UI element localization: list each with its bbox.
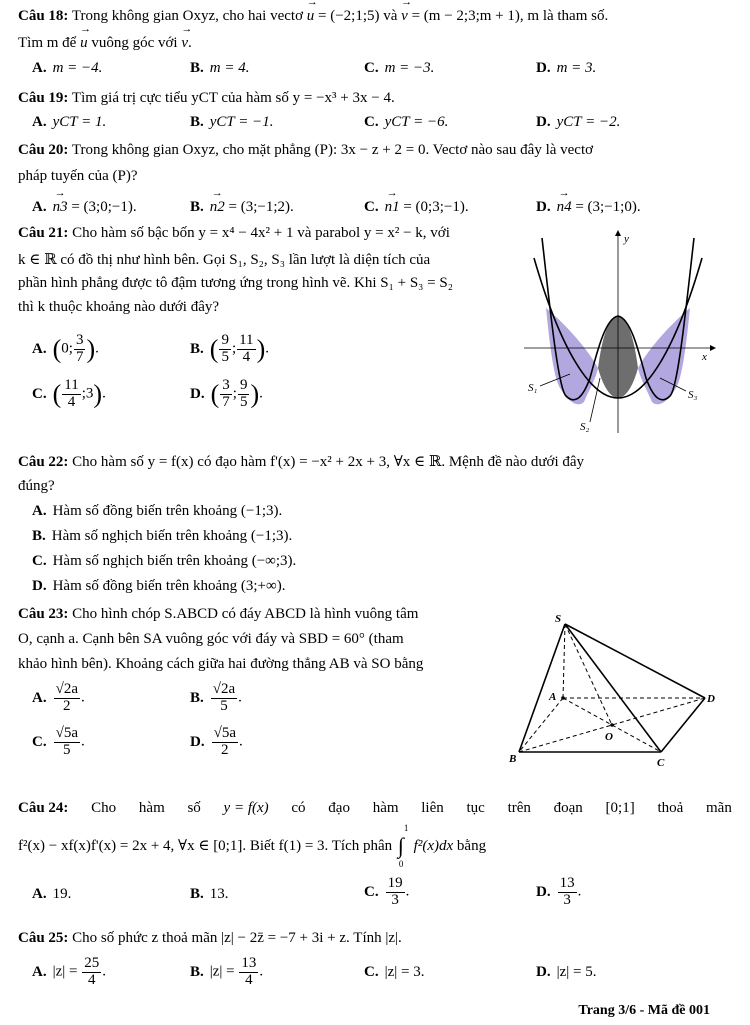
q24-w8: liên bbox=[421, 800, 444, 816]
q19-option-a-letter: A. bbox=[32, 114, 47, 130]
q21-option-a[interactable]: A. (0; $\frac{3}{7}$ ). bbox=[32, 332, 99, 365]
q23-text1: Cho hình chóp S.ABCD có đáy ABCD là hình vuông tâm bbox=[72, 606, 419, 622]
q21-option-b-letter: B. bbox=[190, 340, 204, 357]
q24-int-upper: 1 bbox=[403, 822, 409, 833]
q24-w12: [0;1] bbox=[605, 800, 635, 816]
q25-text: Cho số phức z thoả mãn |z| − 2z̄ = −7 + 3i + z. Tính |z|. bbox=[72, 930, 402, 946]
q24-option-b[interactable] bbox=[190, 886, 229, 903]
q24-w2: hàm bbox=[138, 800, 165, 816]
q18-line2 bbox=[18, 35, 732, 52]
q20-option-b-letter: B. bbox=[190, 199, 204, 215]
q20-option-a-letter: A. bbox=[32, 199, 47, 215]
q21-option-a-bn: 3 bbox=[75, 332, 84, 348]
q23-option-a-den: 2 bbox=[63, 697, 71, 714]
q19-option-b-text: yCT = −1. bbox=[209, 114, 274, 130]
q25-option-a-letter: A. bbox=[32, 963, 47, 980]
q18-option-b-letter: B. bbox=[190, 60, 204, 76]
q23-label-B: B bbox=[509, 753, 517, 765]
q23-text2: O, cạnh a. Cạnh bên SA vuông góc với đáy và SBD = 60° (tham bbox=[18, 631, 404, 647]
q25-option-a-pre: |z| = bbox=[52, 963, 82, 980]
q25-label: Câu 25: bbox=[18, 930, 69, 946]
q24-option-c-letter: C. bbox=[364, 883, 379, 900]
q23-label-D: D bbox=[707, 693, 715, 705]
q24-w11: đoạn bbox=[553, 800, 583, 816]
q22-option-a-text: Hàm số đồng biến trên khoảng (−1;3). bbox=[52, 503, 283, 519]
q23-option-a-letter: A. bbox=[32, 689, 47, 706]
q18-vec-u-val: = (−2;1;5) bbox=[314, 8, 380, 24]
q18-text1: Trong không gian Oxyz, cho hai vectơ bbox=[71, 8, 303, 24]
q24-w1: Cho bbox=[91, 800, 117, 816]
q18-vec-u-2: → u bbox=[80, 35, 88, 52]
q20-text1: Trong không gian Oxyz, cho mặt phẳng (P): 3x − z + 2 = 0. Vectơ nào sau đây là vectơ bbox=[71, 142, 594, 158]
q18-line2a: Tìm m để bbox=[18, 35, 77, 51]
q23-label-O: O bbox=[605, 731, 613, 743]
q21-text4: thì k thuộc khoảng nào dưới đây? bbox=[18, 299, 220, 315]
q22-text2: đúng? bbox=[18, 478, 55, 494]
q21-option-b-bd: 4 bbox=[242, 348, 251, 365]
q21-option-d-an: 3 bbox=[222, 377, 230, 393]
q23-label: Câu 23: bbox=[18, 606, 69, 622]
q21-option-b-an: 9 bbox=[221, 332, 229, 348]
q20-label: Câu 20: bbox=[18, 142, 69, 158]
q20-option-d-letter: D. bbox=[536, 199, 551, 215]
q21-option-c-b: 3 bbox=[85, 385, 94, 402]
q24-option-a-letter: A. bbox=[32, 886, 47, 902]
q20-option-b[interactable] bbox=[190, 199, 294, 216]
q23-option-b-den: 5 bbox=[220, 697, 228, 714]
q22-option-d-letter: D. bbox=[32, 578, 47, 594]
q20-option-a-text: = (3;0;−1). bbox=[67, 199, 137, 215]
q25-option-c-letter: C. bbox=[364, 964, 379, 980]
q18-option-a[interactable] bbox=[32, 60, 102, 77]
q19-option-d[interactable] bbox=[536, 114, 620, 131]
q23-line1 bbox=[18, 606, 490, 623]
q21-option-b-bn: 11 bbox=[239, 332, 254, 348]
q22-option-b-text: Hàm số nghịch biến trên khoảng (−1;3). bbox=[51, 528, 293, 544]
q21-option-a-bd: 7 bbox=[75, 348, 84, 365]
q24-option-a[interactable] bbox=[32, 886, 71, 903]
q24-w14: mãn bbox=[706, 800, 732, 816]
q24-w4: y = f(x) bbox=[223, 800, 269, 816]
q19-option-c-letter: C. bbox=[364, 114, 379, 130]
q23-option-b-letter: B. bbox=[190, 689, 204, 706]
q23-option-a-num: √2a bbox=[55, 681, 78, 697]
q25-option-c[interactable] bbox=[364, 964, 424, 981]
q24-line2 bbox=[18, 822, 732, 869]
q22-line1 bbox=[18, 452, 732, 471]
q18-label: Câu 18: bbox=[18, 8, 69, 24]
q24-w7: hàm bbox=[372, 800, 399, 816]
q18-option-c[interactable] bbox=[364, 60, 434, 77]
q19-option-d-text: yCT = −2. bbox=[556, 114, 621, 130]
q18-option-c-letter: C. bbox=[364, 60, 379, 76]
q25-option-d-letter: D. bbox=[536, 964, 551, 980]
q23-pyramid-figure bbox=[505, 612, 725, 772]
q23-option-d[interactable]: D. $\frac{√5a}{2}$ . bbox=[190, 725, 243, 758]
q25-option-b-num: 13 bbox=[241, 955, 257, 971]
q20-option-b-vec: → n2 bbox=[210, 199, 225, 216]
q23-option-c[interactable]: C. $\frac{√5a}{5}$ . bbox=[32, 725, 85, 758]
q18-vec-v: → v bbox=[401, 8, 408, 25]
q24-w5: có bbox=[291, 800, 306, 816]
q24-option-c[interactable]: C. $\frac{19}{3}$ . bbox=[364, 875, 410, 908]
q18-option-d-text: m = 3. bbox=[556, 60, 597, 76]
q18-and: và bbox=[379, 8, 402, 24]
q21-s1-label: S₁ bbox=[528, 382, 538, 394]
q24-option-d-den: 3 bbox=[563, 891, 571, 908]
q24-option-b-text: 13. bbox=[209, 886, 229, 902]
q20-option-b-text: = (3;−1;2). bbox=[224, 199, 294, 215]
q25-option-a-den: 4 bbox=[87, 971, 96, 988]
q22-option-d[interactable] bbox=[32, 578, 285, 595]
q24-w3: số bbox=[187, 800, 201, 816]
q24-option-a-text: 19. bbox=[52, 886, 72, 902]
q23-text3: khảo hình bên). Khoảng cách giữa hai đường thẳng AB và SO bằng bbox=[18, 656, 424, 672]
q24-option-b-letter: B. bbox=[190, 886, 204, 902]
q24-option-d-num: 13 bbox=[559, 875, 575, 891]
q25-option-c-text: |z| = 3. bbox=[384, 964, 425, 980]
q18-option-b[interactable] bbox=[190, 60, 249, 77]
q21-option-c-letter: C. bbox=[32, 385, 47, 402]
q19-option-b[interactable] bbox=[190, 114, 274, 131]
q18-line2c: . bbox=[188, 35, 192, 51]
q25-option-d-text: |z| = 5. bbox=[556, 964, 597, 980]
q25-option-b-pre: |z| = bbox=[209, 963, 239, 980]
q24-option-d[interactable]: D. $\frac{13}{3}$ . bbox=[536, 875, 582, 908]
q22-option-c-text: Hàm số nghịch biến trên khoảng (−∞;3). bbox=[52, 553, 297, 569]
q19-option-b-letter: B. bbox=[190, 114, 204, 130]
q18-text2: là tham số. bbox=[539, 8, 609, 24]
q22-option-a[interactable] bbox=[32, 503, 282, 520]
q23-option-c-letter: C. bbox=[32, 733, 47, 750]
q24-w6: đạo bbox=[328, 800, 350, 816]
q18-line2b: vuông góc với bbox=[91, 35, 178, 51]
q24-label: Câu 24: bbox=[18, 800, 69, 816]
q22-option-d-text: Hàm số đồng biến trên khoảng (3;+∞). bbox=[52, 578, 286, 594]
q21-option-b-ad: 5 bbox=[221, 348, 229, 365]
q21-line1 bbox=[18, 225, 518, 242]
q25-option-a-num: 25 bbox=[84, 955, 100, 971]
q22-option-a-letter: A. bbox=[32, 503, 47, 519]
q19-option-a[interactable] bbox=[32, 114, 106, 131]
q21-option-d-bn: 9 bbox=[239, 377, 248, 393]
q21-option-d[interactable]: D. ( $\frac{3}{7}$ ; $\frac{9}{5}$ ). bbox=[190, 377, 263, 410]
q23-label-S: S bbox=[555, 613, 562, 625]
q23-option-c-num: √5a bbox=[55, 725, 78, 741]
q21-x-label: x bbox=[702, 351, 707, 363]
q20-option-d-text: = (3;−1;0). bbox=[571, 199, 641, 215]
q23-option-b[interactable]: B. $\frac{√2a}{5}$ . bbox=[190, 681, 242, 714]
q25-option-a[interactable]: A. |z| = $\frac{25}{4}$ . bbox=[32, 955, 106, 988]
q21-text2: k ∈ ℝ có đồ thị như hình bên. Gọi S₁, S₂, S₃ lần lượt là diện tích của bbox=[18, 252, 431, 268]
q18-vec-v-2: → v bbox=[181, 35, 188, 52]
q18-option-d[interactable] bbox=[536, 60, 596, 77]
q21-option-a-a: 0 bbox=[61, 340, 69, 357]
q23-option-a[interactable]: A. $\frac{√2a}{2}$ . bbox=[32, 681, 85, 714]
q19-option-c[interactable] bbox=[364, 114, 448, 131]
q21-option-d-bd: 5 bbox=[239, 393, 248, 410]
q25-option-b-den: 4 bbox=[245, 971, 253, 988]
q25-option-d[interactable] bbox=[536, 964, 596, 981]
q20-option-c-text: = (0;3;−1). bbox=[399, 199, 469, 215]
q22-option-c-letter: C. bbox=[32, 553, 47, 569]
q24-integrand: f²(x)dx bbox=[413, 838, 454, 854]
q21-option-d-letter: D. bbox=[190, 385, 205, 402]
q23-option-d-num: √5a bbox=[213, 725, 236, 741]
q19-option-a-text: yCT = 1. bbox=[52, 114, 107, 130]
q22-text1: Cho hàm số y = f(x) có đạo hàm f'(x) = −x² + 2x + 3, ∀x ∈ ℝ. Mệnh đề nào dưới đây bbox=[72, 454, 585, 470]
q19-label: Câu 19: bbox=[18, 90, 69, 106]
q21-option-c-an: 11 bbox=[64, 377, 79, 393]
q22-label: Câu 22: bbox=[18, 454, 69, 470]
q24-w10: trên bbox=[507, 800, 531, 816]
q23-label-A: A bbox=[549, 691, 557, 703]
q20-option-d-vec: → n4 bbox=[557, 199, 572, 216]
q18-option-c-text: m = −3. bbox=[384, 60, 435, 76]
q23-option-b-num: √2a bbox=[212, 681, 236, 697]
q19-text: Tìm giá trị cực tiểu yCT của hàm số y = −x³ + 3x − 4. bbox=[71, 90, 395, 106]
q24-line1 bbox=[18, 800, 732, 817]
q21-y-label: y bbox=[624, 233, 629, 245]
q24-int-lower: 0 bbox=[398, 858, 404, 869]
q23-option-d-letter: D. bbox=[190, 733, 205, 750]
q21-text1: Cho hàm số bậc bốn y = x⁴ − 4x² + 1 và parabol y = x² − k, với bbox=[72, 225, 450, 241]
q18-option-d-letter: D. bbox=[536, 60, 551, 76]
q21-option-d-ad: 7 bbox=[222, 393, 230, 410]
q20-option-a[interactable] bbox=[32, 199, 137, 216]
q24-tail: bằng bbox=[453, 838, 487, 854]
q22-option-c[interactable] bbox=[32, 553, 296, 570]
q20-text2: pháp tuyến của (P)? bbox=[18, 168, 138, 184]
q21-option-a-letter: A. bbox=[32, 340, 47, 357]
q21-option-b[interactable]: B. ( $\frac{9}{5}$ ; $\frac{11}{4}$ ). bbox=[190, 332, 269, 365]
q20-option-a-vec: → n3 bbox=[53, 199, 68, 216]
q21-option-c-ad: 4 bbox=[67, 393, 76, 410]
page-footer: Trang 3/6 - Mã đề 001 bbox=[578, 1003, 710, 1018]
q22-option-b-letter: B. bbox=[32, 528, 46, 544]
q22-option-b[interactable] bbox=[32, 528, 292, 545]
q20-option-c-letter: C. bbox=[364, 199, 379, 215]
q25-option-b-letter: B. bbox=[190, 963, 204, 980]
q21-graph bbox=[520, 228, 720, 438]
q24-option-d-letter: D. bbox=[536, 883, 551, 900]
q23-option-d-den: 2 bbox=[221, 741, 229, 758]
q25-option-b[interactable]: B. |z| = $\frac{13}{4}$ . bbox=[190, 955, 264, 988]
q25-line bbox=[18, 930, 732, 947]
q18-option-a-letter: A. bbox=[32, 60, 47, 76]
q18-option-b-text: m = 4. bbox=[209, 60, 250, 76]
q23-option-c-den: 5 bbox=[63, 741, 71, 758]
q21-s3-label: S₃ bbox=[688, 389, 698, 401]
q24-option-c-den: 3 bbox=[391, 891, 399, 908]
q20-line2 bbox=[18, 168, 732, 185]
q19-option-c-text: yCT = −6. bbox=[384, 114, 449, 130]
q18-vec-u: → u bbox=[307, 8, 315, 25]
q24-w13: thoả bbox=[657, 800, 684, 816]
q21-text3: phần hình phẳng được tô đậm tương ứng trong hình vẽ. Khi S₁ + S₃ = S₂ bbox=[18, 275, 453, 291]
q23-label-C: C bbox=[657, 757, 665, 769]
q21-option-c[interactable]: C. ( $\frac{11}{4}$ ;3). bbox=[32, 377, 106, 410]
q20-option-c[interactable] bbox=[364, 199, 469, 216]
q21-s2-label: S₂ bbox=[580, 421, 590, 433]
q24-text2: f²(x) − xf(x)f'(x) = 2x + 4, ∀x ∈ [0;1]. Biết f(1) = 3. Tích phân bbox=[18, 838, 393, 854]
q20-option-d[interactable] bbox=[536, 199, 641, 216]
q21-label: Câu 21: bbox=[18, 225, 69, 241]
q24-option-c-num: 19 bbox=[387, 875, 403, 891]
q18-vec-v-val: = (m − 2;3;m + 1), m bbox=[407, 8, 540, 24]
q19-line bbox=[18, 90, 732, 107]
integral-sign: ∫ 1 0 bbox=[397, 822, 409, 869]
q18-line1 bbox=[18, 8, 732, 25]
q18-option-a-text: m = −4. bbox=[52, 60, 103, 76]
q20-option-c-vec: → n1 bbox=[385, 199, 400, 216]
q20-line1 bbox=[18, 142, 732, 159]
q19-option-d-letter: D. bbox=[536, 114, 551, 130]
q24-w9: tục bbox=[466, 800, 485, 816]
